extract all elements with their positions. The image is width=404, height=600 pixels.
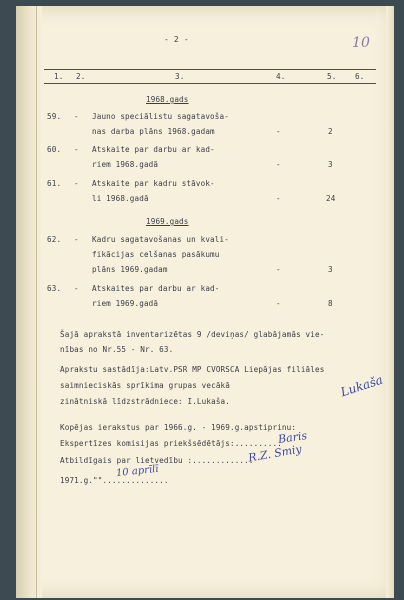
entry-63-sheets: 8	[328, 299, 333, 308]
col-header-5: 5.	[327, 72, 337, 81]
entry-61-col4: -	[276, 194, 281, 203]
col-header-6: 6.	[355, 72, 365, 81]
compiler-line-3: zinātniskā līdzstrādniece: I.Lukaša.	[60, 397, 230, 406]
approval-line: Kopējas ierakstus par 1966.g. - 1969.g.apstiprinu:	[60, 423, 297, 432]
compiler-line-1: Aprakstu sastādīja:Latv.PSR MP CVORSCA Liepājas filiāles	[60, 365, 325, 374]
col-header-3: 3.	[175, 72, 185, 81]
entry-61-dash: -	[74, 179, 79, 188]
entry-61-sheets: 24	[326, 194, 336, 203]
entry-59-col4: -	[276, 127, 281, 136]
entry-59-title-line-1: Jauno speciālistu sagatavoša-	[92, 112, 229, 121]
entry-62-title-line-2: fikācijas celšanas pasākumu	[92, 250, 220, 259]
summary-line-2: nības no Nr.55 - Nr. 63.	[60, 345, 174, 354]
table-top-rule	[44, 69, 376, 70]
commission-chair-line: Ekspertīzes komisijas priekšsēdētājs:..........	[60, 439, 282, 448]
page-edge-right	[386, 6, 394, 598]
entry-63-title-line-1: Atskaites par darbu ar kad-	[92, 284, 220, 293]
document-page	[16, 6, 394, 598]
responsible-line: Atbildīgais par lietvedību :.............	[60, 456, 254, 465]
entry-59-dash: -	[74, 112, 79, 121]
entry-62-number: 62.	[47, 235, 62, 244]
archive-page-number: 10	[352, 35, 371, 51]
entry-60-dash: -	[74, 145, 79, 154]
entry-63-title-line-2: riem 1969.gadā	[92, 299, 159, 308]
compiler-line-2: saimnieciskās sprīkima grupas vecākā	[60, 381, 230, 390]
entry-62-title-line-3: plāns 1969.gadam	[92, 265, 168, 274]
responsible-signature: R.Z. Smiy	[247, 442, 303, 465]
table-header-rule	[44, 83, 376, 84]
entry-61-title-line-2: li 1968.gadā	[92, 194, 149, 203]
col-header-4: 4.	[276, 72, 286, 81]
entry-60-number: 60.	[47, 145, 62, 154]
page-number: - 2 -	[164, 35, 189, 44]
entry-62-title-line-1: Kadru sagatavošanas un kvali-	[92, 235, 229, 244]
col-header-2: 2.	[76, 72, 86, 81]
summary-line-1: Šajā aprakstā inventarizētas 9 /deviņas/ glabājamās vie-	[60, 330, 325, 339]
entry-62-col4: -	[276, 265, 281, 274]
entry-60-col4: -	[276, 160, 281, 169]
entry-59-sheets: 2	[328, 127, 333, 136]
entry-63-number: 63.	[47, 284, 62, 293]
entry-63-dash: -	[74, 284, 79, 293]
entry-62-dash: -	[74, 235, 79, 244]
entry-62-sheets: 3	[328, 265, 333, 274]
entry-60-sheets: 3	[328, 160, 333, 169]
year-heading-1969: 1969.gads	[146, 217, 189, 226]
entry-63-col4: -	[276, 299, 281, 308]
entry-60-title-line-2: riem 1968.gadā	[92, 160, 159, 169]
col-header-1: 1.	[54, 72, 64, 81]
entry-60-title-line-1: Atskaite par darbu ar kad-	[92, 145, 215, 154]
entry-61-number: 61.	[47, 179, 62, 188]
binding-edge	[16, 6, 42, 598]
entry-61-title-line-1: Atskaite par kadru stāvok-	[92, 179, 215, 188]
year-heading-1968: 1968.gads	[146, 95, 189, 104]
commission-chair-signature: Baris	[277, 429, 308, 446]
entry-59-number: 59.	[47, 112, 62, 121]
compiler-signature: Lukaša	[338, 372, 385, 400]
date-line: 1971.g.""..............	[60, 476, 169, 485]
binding-line	[36, 6, 37, 598]
date-handwritten: 10 aprīlī	[115, 463, 160, 480]
entry-59-title-line-2: nas darba plāns 1968.gadam	[92, 127, 215, 136]
